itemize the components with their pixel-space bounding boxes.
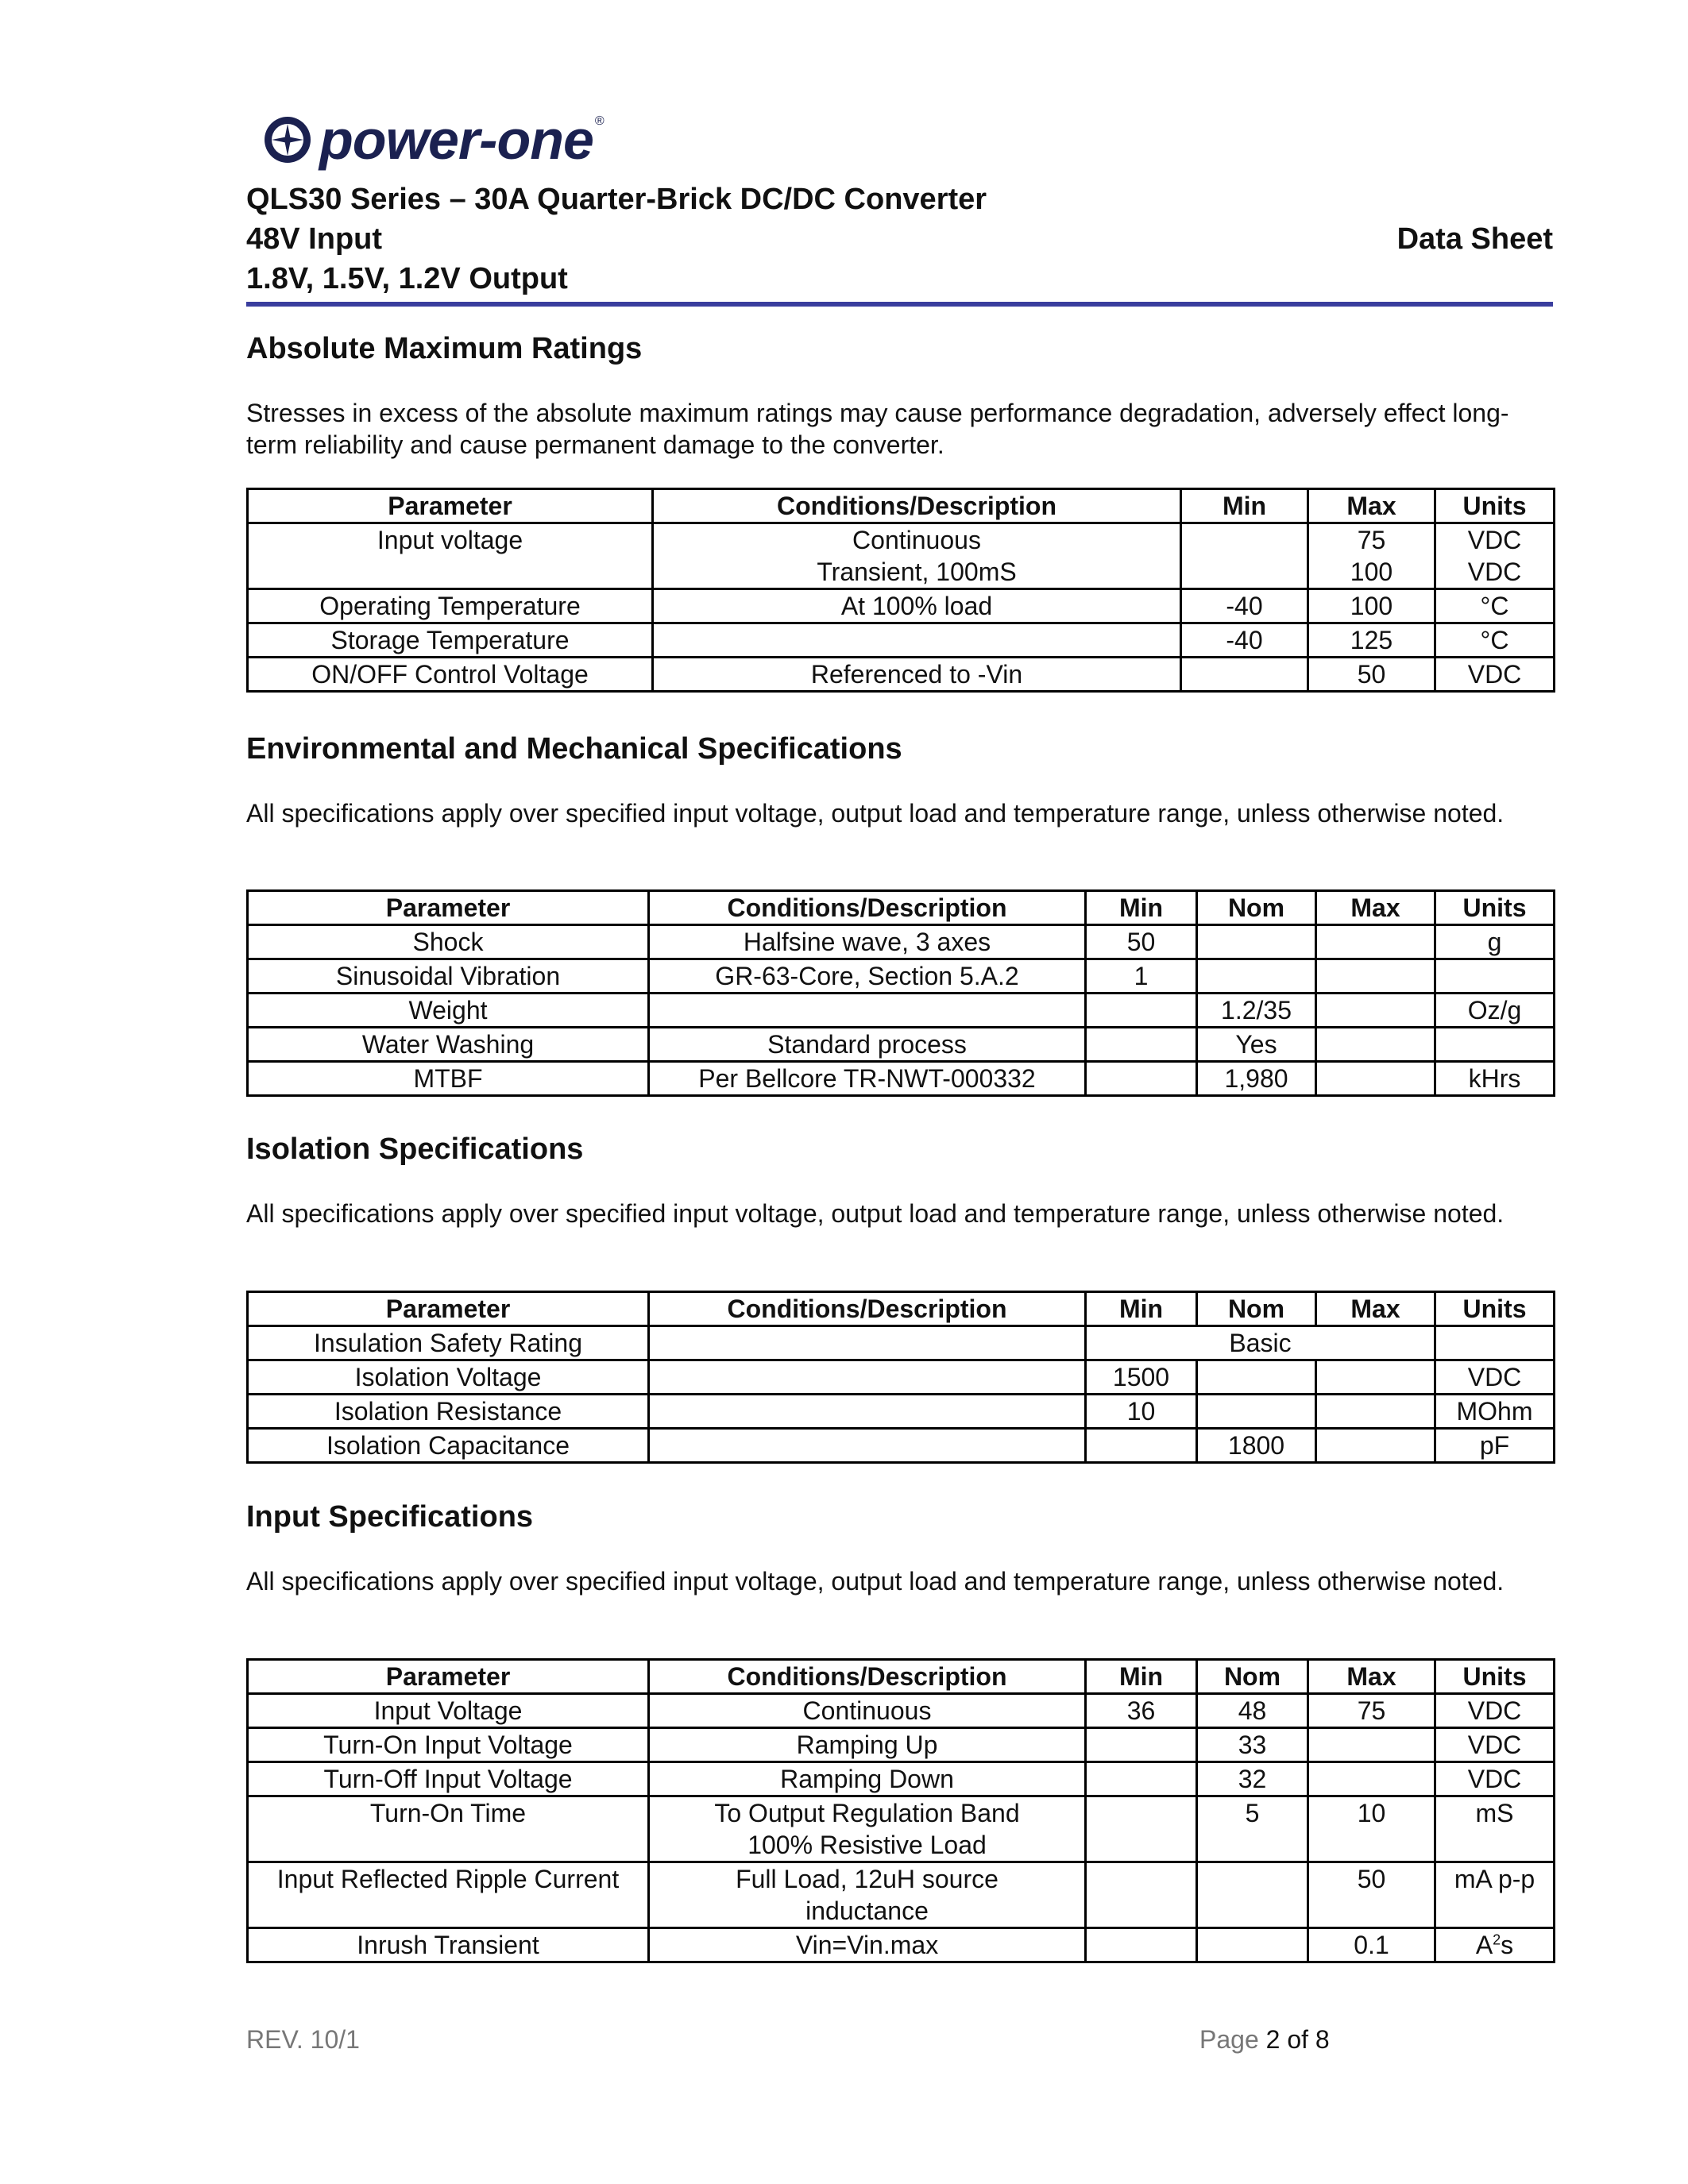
table-cell: -40 (1181, 589, 1308, 623)
table-row (248, 1326, 1555, 1360)
table-header-row (248, 1292, 1555, 1326)
table-row (248, 1862, 1555, 1928)
table-cell: Continuous Transient, 100mS (653, 523, 1181, 589)
column-header: Max (1308, 1660, 1435, 1694)
table-cell: pF (1435, 1429, 1555, 1463)
table-cell: Continuous (649, 1694, 1086, 1728)
table-cell: 10 (1086, 1395, 1197, 1429)
table-header-row (248, 891, 1555, 925)
table-cell (1086, 1796, 1197, 1862)
table-cell: Ramping Down (649, 1762, 1086, 1796)
table-row (248, 589, 1555, 623)
doc-title-line1: QLS30 Series – 30A Quarter-Brick DC/DC Converter (246, 183, 987, 216)
table-cell: Standard process (649, 1028, 1086, 1062)
table-cell: 1 (1086, 959, 1197, 994)
table-cell (649, 1429, 1086, 1463)
table-cell: 10 (1308, 1796, 1435, 1862)
table-cell: ON/OFF Control Voltage (248, 658, 653, 692)
table-cell (1435, 1326, 1555, 1360)
table-cell: 75 (1308, 1694, 1435, 1728)
table-cell: 1.2/35 (1197, 994, 1316, 1028)
table-cell: Basic (1086, 1326, 1435, 1360)
table-cell: 50 (1308, 658, 1435, 692)
column-header: Conditions/Description (649, 1660, 1086, 1694)
table-cell: g (1435, 925, 1555, 959)
table-row (248, 623, 1555, 658)
column-header: Units (1435, 489, 1555, 523)
table-cell: Water Washing (248, 1028, 649, 1062)
table-cell (1316, 1395, 1435, 1429)
table-cell: MTBF (248, 1062, 649, 1096)
table-cell: 75 100 (1308, 523, 1435, 589)
column-header: Parameter (248, 489, 653, 523)
table-cell: Shock (248, 925, 649, 959)
table-cell (1316, 1360, 1435, 1395)
table-cell (1316, 925, 1435, 959)
column-header: Max (1316, 891, 1435, 925)
env-table (246, 889, 1555, 1097)
table-cell: Turn-Off Input Voltage (248, 1762, 649, 1796)
table-cell (1316, 959, 1435, 994)
doc-title-line2: 48V Input (246, 222, 383, 256)
table-cell: 36 (1086, 1694, 1197, 1728)
table-row (248, 994, 1555, 1028)
table-cell: To Output Regulation Band 100% Resistive Load (649, 1796, 1086, 1862)
column-header: Min (1181, 489, 1308, 523)
table-row (248, 658, 1555, 692)
table-row (248, 1360, 1555, 1395)
table-cell: 0.1 (1308, 1928, 1435, 1962)
table-cell: Referenced to -Vin (653, 658, 1181, 692)
table-cell (1308, 1762, 1435, 1796)
column-header: Parameter (248, 891, 649, 925)
table-row (248, 1762, 1555, 1796)
table-row (248, 1429, 1555, 1463)
table-cell: kHrs (1435, 1062, 1555, 1096)
table-cell: VDC (1435, 658, 1555, 692)
table-cell: Turn-On Time (248, 1796, 649, 1862)
table-cell (1086, 1028, 1197, 1062)
table-cell: Input voltage (248, 523, 653, 589)
table-cell: Operating Temperature (248, 589, 653, 623)
table-cell: 1,980 (1197, 1062, 1316, 1096)
table-cell: Yes (1197, 1028, 1316, 1062)
table-cell: °C (1435, 589, 1555, 623)
iso-intro: All specifications apply over specified input voltage, output load and temperature range, unless otherwise noted. (246, 1199, 1505, 1228)
table-cell: 50 (1086, 925, 1197, 959)
table-row (248, 1062, 1555, 1096)
table-cell: Ramping Up (649, 1728, 1086, 1762)
column-header: Max (1316, 1292, 1435, 1326)
column-header: Min (1086, 1292, 1197, 1326)
table-cell: Insulation Safety Rating (248, 1326, 649, 1360)
table-cell: VDC (1435, 1762, 1555, 1796)
table-cell (1435, 1028, 1555, 1062)
table-cell (1086, 994, 1197, 1028)
table-cell: Per Bellcore TR-NWT-000332 (649, 1062, 1086, 1096)
table-cell: Vin=Vin.max (649, 1928, 1086, 1962)
abs-max-table (246, 488, 1555, 693)
env-title: Environmental and Mechanical Specifications (246, 732, 902, 766)
table-cell: VDC (1435, 1694, 1555, 1728)
abs-max-title: Absolute Maximum Ratings (246, 332, 643, 365)
table-cell: 1500 (1086, 1360, 1197, 1395)
table-cell: GR-63-Core, Section 5.A.2 (649, 959, 1086, 994)
table-cell (1197, 1862, 1308, 1928)
input-table (246, 1658, 1555, 1963)
table-row (248, 523, 1555, 589)
table-cell (1197, 1928, 1308, 1962)
page-label: Page (1199, 2025, 1259, 2054)
table-cell: Oz/g (1435, 994, 1555, 1028)
page-count: 2 of 8 (1265, 2025, 1330, 2054)
column-header: Nom (1197, 1292, 1316, 1326)
table-cell (1435, 959, 1555, 994)
column-header: Max (1308, 489, 1435, 523)
table-row (248, 1796, 1555, 1862)
table-row (248, 1928, 1555, 1962)
table-cell: At 100% load (653, 589, 1181, 623)
table-cell: 1800 (1197, 1429, 1316, 1463)
table-row (248, 1728, 1555, 1762)
table-cell (1316, 1028, 1435, 1062)
column-header: Conditions/Description (649, 891, 1086, 925)
table-cell: 33 (1197, 1728, 1308, 1762)
table-cell (1316, 1429, 1435, 1463)
table-cell (1181, 523, 1308, 589)
table-cell: Inrush Transient (248, 1928, 649, 1962)
power-one-logo-icon (262, 114, 313, 165)
column-header: Units (1435, 1292, 1555, 1326)
column-header: Parameter (248, 1292, 649, 1326)
abs-max-intro: Stresses in excess of the absolute maximum ratings may cause performance degradation, adversely effect long-term reliability and cause permanent damage to the converter. (246, 399, 1509, 459)
table-cell: VDC VDC (1435, 523, 1555, 589)
table-row (248, 959, 1555, 994)
column-header: Parameter (248, 1660, 649, 1694)
column-header: Nom (1197, 1660, 1308, 1694)
table-cell: Isolation Resistance (248, 1395, 649, 1429)
table-cell: °C (1435, 623, 1555, 658)
table-cell: -40 (1181, 623, 1308, 658)
env-intro: All specifications apply over specified input voltage, output load and temperature range, unless otherwise noted. (246, 799, 1505, 828)
iso-table (246, 1291, 1555, 1464)
table-cell: 100 (1308, 589, 1435, 623)
table-cell (1086, 1728, 1197, 1762)
table-cell (649, 1395, 1086, 1429)
table-row (248, 1395, 1555, 1429)
table-cell (1316, 1062, 1435, 1096)
column-header: Min (1086, 891, 1197, 925)
superscript: 2 (1493, 1931, 1501, 1948)
table-row (248, 925, 1555, 959)
table-cell: Full Load, 12uH source inductance (649, 1862, 1086, 1928)
table-row (248, 1694, 1555, 1728)
iso-title: Isolation Specifications (246, 1133, 584, 1166)
doc-title-line3: 1.8V, 1.5V, 1.2V Output (246, 262, 568, 295)
table-cell (653, 623, 1181, 658)
table-cell (1308, 1728, 1435, 1762)
table-cell (1086, 1928, 1197, 1962)
registered-mark: ® (594, 114, 605, 128)
table-cell: Input Reflected Ripple Current (248, 1862, 649, 1928)
table-cell (1086, 1429, 1197, 1463)
table-header-row (248, 1660, 1555, 1694)
table-cell (649, 1360, 1086, 1395)
column-header: Units (1435, 891, 1555, 925)
doc-type: Data Sheet (1396, 222, 1553, 256)
header-rule (246, 302, 1553, 307)
table-row (248, 1028, 1555, 1062)
table-cell: 48 (1197, 1694, 1308, 1728)
table-cell: Storage Temperature (248, 623, 653, 658)
table-cell: Isolation Capacitance (248, 1429, 649, 1463)
table-cell (1197, 1395, 1316, 1429)
table-cell: 50 (1308, 1862, 1435, 1928)
table-cell (1086, 1762, 1197, 1796)
table-cell: Turn-On Input Voltage (248, 1728, 649, 1762)
column-header: Units (1435, 1660, 1555, 1694)
table-cell (1086, 1062, 1197, 1096)
table-cell: MOhm (1435, 1395, 1555, 1429)
column-header: Nom (1197, 891, 1316, 925)
table-cell: Sinusoidal Vibration (248, 959, 649, 994)
table-cell (1197, 925, 1316, 959)
table-header-row (248, 489, 1555, 523)
table-cell: $A^2s$ (1435, 1928, 1555, 1962)
table-cell (1181, 658, 1308, 692)
column-header: Conditions/Description (649, 1292, 1086, 1326)
table-cell: Weight (248, 994, 649, 1028)
logo-text: power-one (319, 109, 593, 171)
table-cell: Input Voltage (248, 1694, 649, 1728)
revision: REV. 10/1 (246, 2025, 360, 2054)
table-cell: 32 (1197, 1762, 1308, 1796)
table-cell (1086, 1862, 1197, 1928)
table-cell: 125 (1308, 623, 1435, 658)
column-header: Min (1086, 1660, 1197, 1694)
table-cell: 5 (1197, 1796, 1308, 1862)
power-one-logo (262, 109, 605, 171)
column-header: Conditions/Description (653, 489, 1181, 523)
table-cell (649, 1326, 1086, 1360)
input-title: Input Specifications (246, 1500, 534, 1534)
table-cell (1197, 959, 1316, 994)
table-cell (1316, 994, 1435, 1028)
table-cell (1197, 1360, 1316, 1395)
table-cell: VDC (1435, 1360, 1555, 1395)
table-cell: VDC (1435, 1728, 1555, 1762)
table-cell: mA p-p (1435, 1862, 1555, 1928)
table-cell: Halfsine wave, 3 axes (649, 925, 1086, 959)
input-intro: All specifications apply over specified input voltage, output load and temperature range, unless otherwise noted. (246, 1567, 1505, 1596)
page-number (1199, 2025, 1330, 2055)
table-cell (649, 994, 1086, 1028)
table-cell: Isolation Voltage (248, 1360, 649, 1395)
table-cell: mS (1435, 1796, 1555, 1862)
